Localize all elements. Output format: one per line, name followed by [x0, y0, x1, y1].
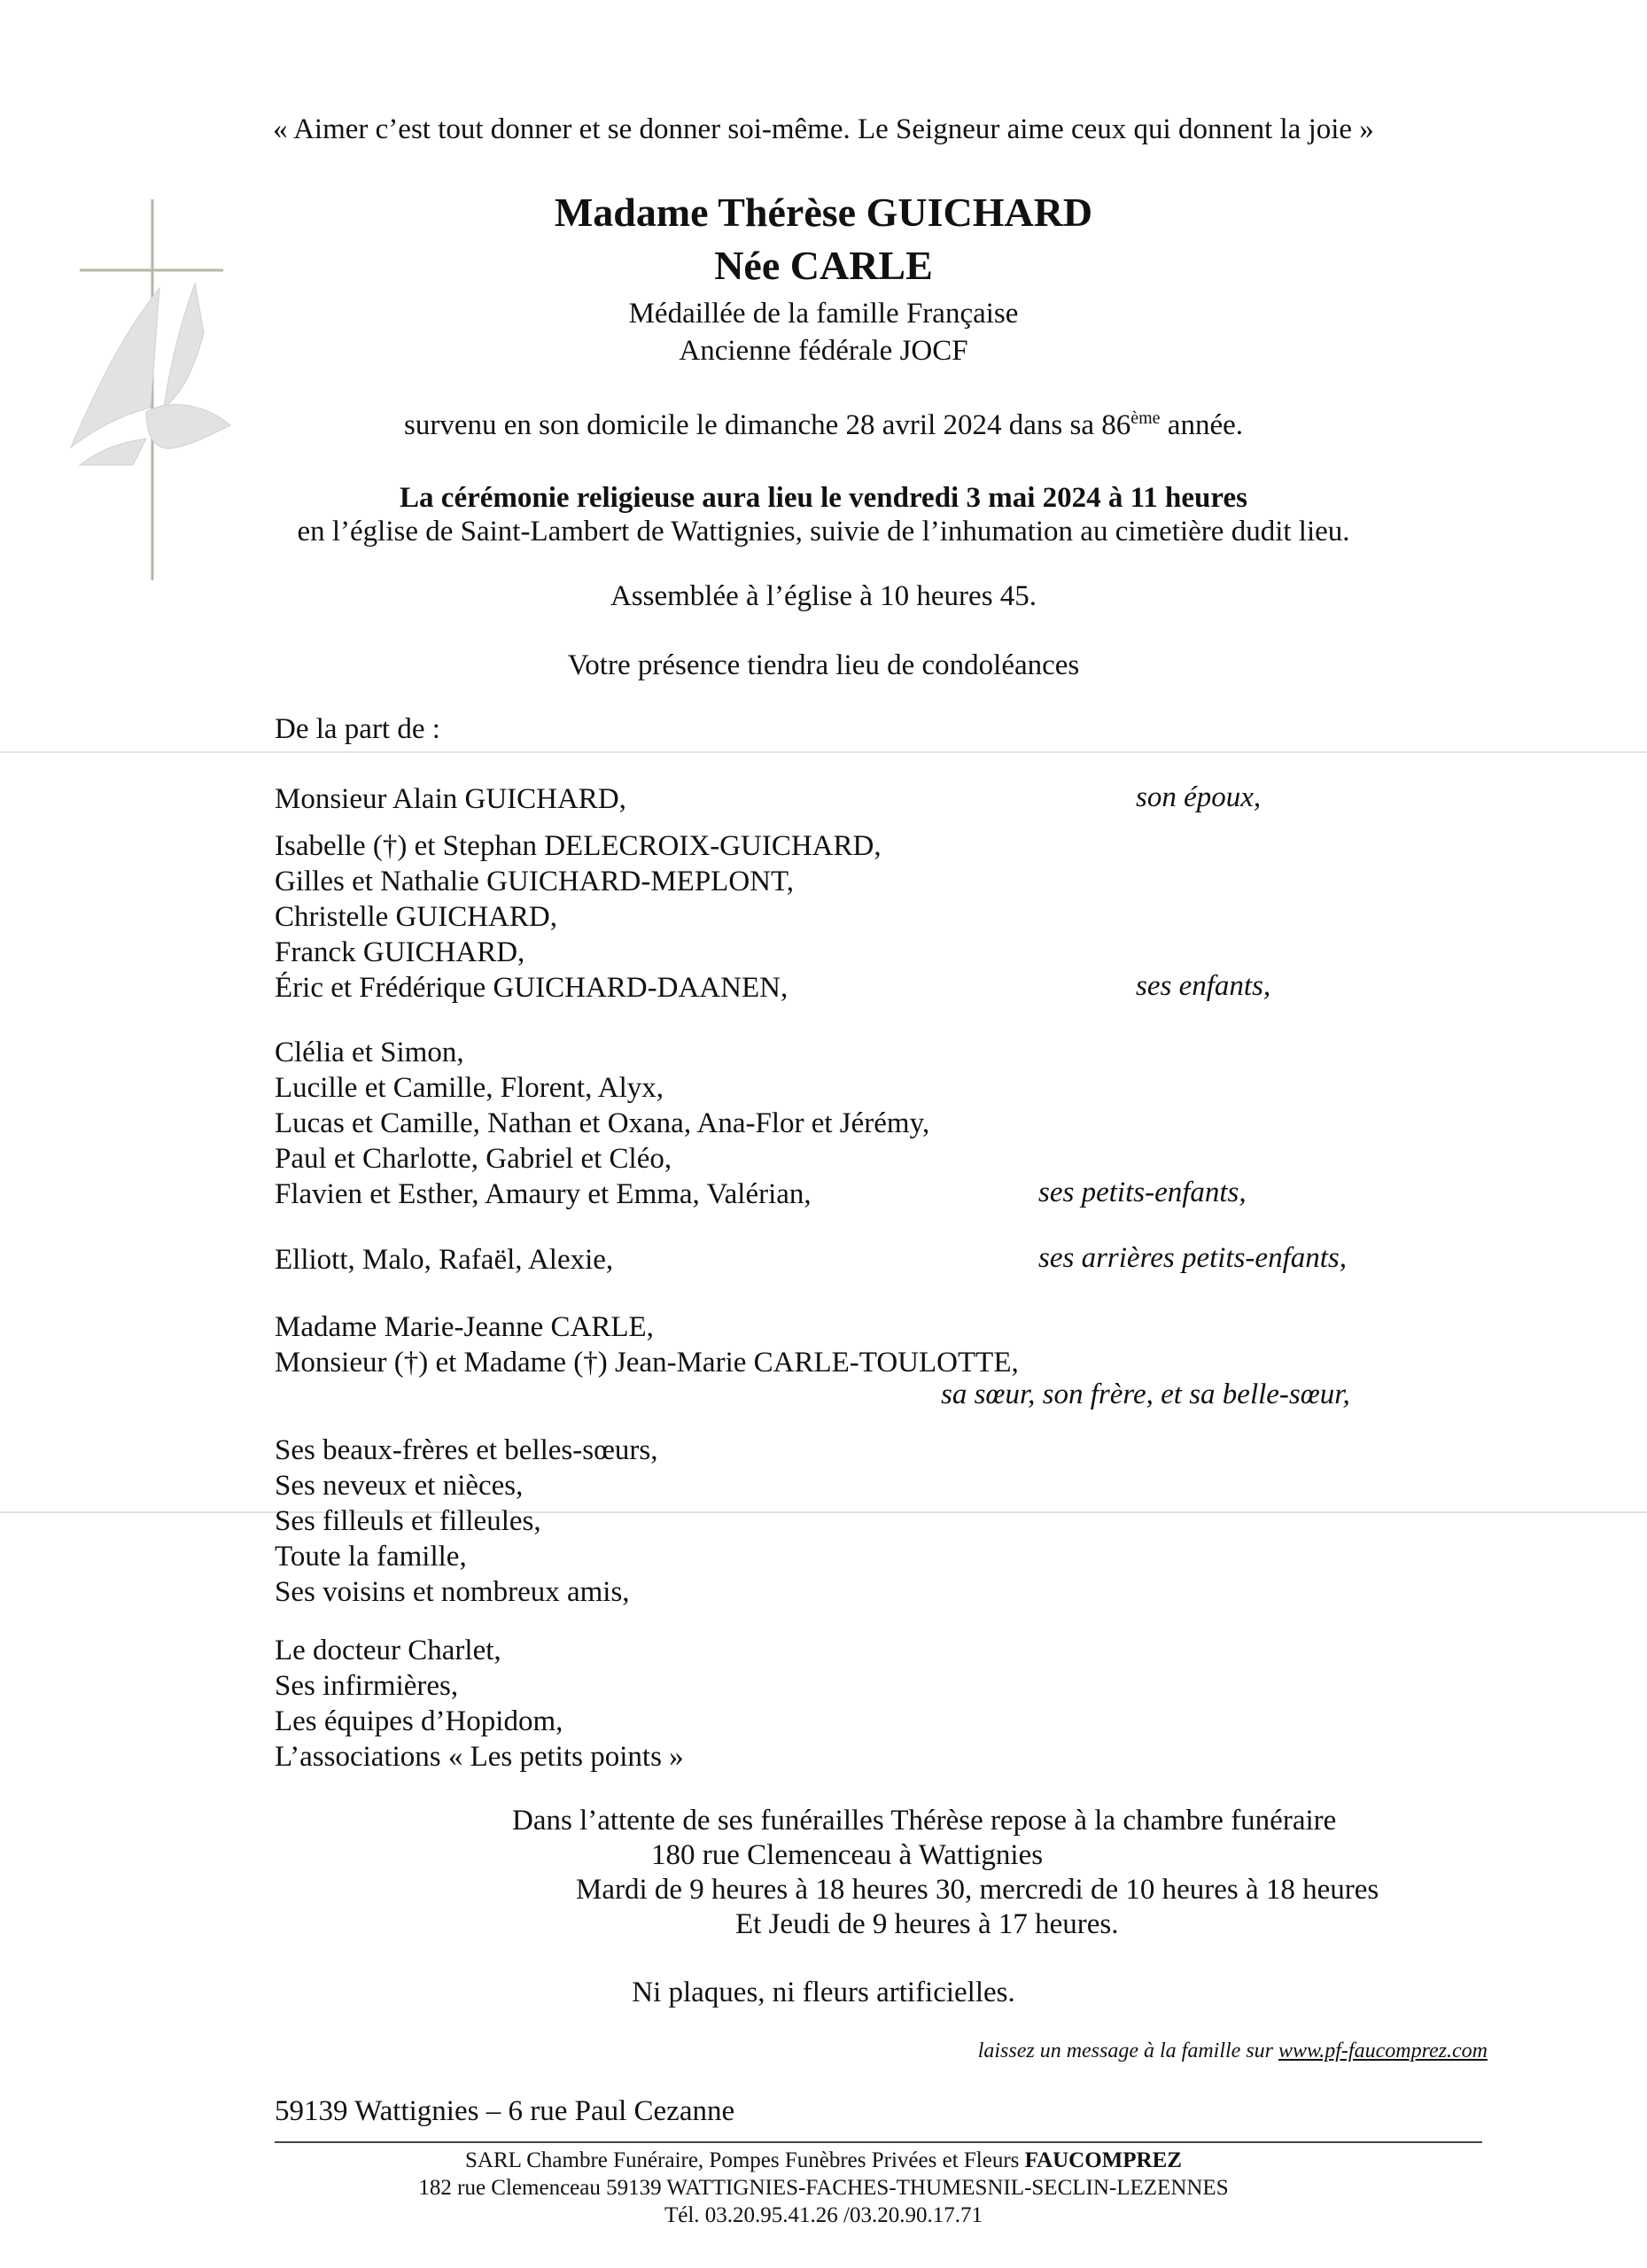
list-item: Lucille et Camille, Florent, Alyx, [275, 1072, 664, 1104]
list-item: Flavien et Esther, Amaury et Emma, Valérian, [275, 1178, 812, 1210]
list-item: Christelle GUICHARD, [275, 901, 557, 933]
ordinal-suffix: ème [1130, 408, 1161, 428]
scan-fold-line [0, 751, 1647, 753]
quote: « Aimer c’est tout donner et se donner soi-même. Le Seigneur aime ceux qui donnent la joie » [273, 113, 1374, 145]
from-label: De la part de : [275, 713, 440, 745]
message-text: laissez un message à la famille sur [977, 2039, 1279, 2062]
presence-line: Votre présence tiendra lieu de condoléances [567, 649, 1080, 681]
funeral-home-line: Dans l’attente de ses funérailles Thérèse repose à la chambre funéraire [512, 1805, 1337, 1837]
death-announcement [0, 409, 1647, 442]
death-text: survenu en son domicile le dimanche 28 avril 2024 dans sa 86 [404, 409, 1131, 441]
list-item: Madame Marie-Jeanne CARLE, [275, 1311, 654, 1343]
funeral-home-line: 180 rue Clemenceau à Wattignies [651, 1839, 1044, 1871]
no-plaques-line: Ni plaques, ni fleurs artificielles. [632, 1977, 1015, 2008]
relation-label: sa sœur, son frère, et sa belle-sœur, [941, 1379, 1350, 1410]
footer-divider [275, 2141, 1482, 2143]
church-line: en l’église de Saint-Lambert de Wattignies, suivie de l’inhumation au cimetière dudit lieu. [297, 516, 1350, 548]
list-item: Gilles et Nathalie GUICHARD-MEPLONT, [275, 866, 794, 897]
message-line [978, 2039, 1488, 2063]
relation-label: ses enfants, [1136, 970, 1271, 1002]
list-item: Paul et Charlotte, Gabriel et Cléo, [275, 1143, 672, 1175]
list-item: Le docteur Charlet, [275, 1635, 501, 1666]
great-grandchildren-list [275, 1242, 613, 1278]
website-link[interactable]: www.pf-faucomprez.com [1278, 2039, 1488, 2062]
distinction: Médaillée de la famille Française [628, 298, 1019, 330]
list-item: Ses beaux-frères et belles-sœurs, [275, 1434, 658, 1466]
death-text-end: année. [1160, 409, 1243, 441]
list-item: L’associations « Les petits points » [275, 1741, 684, 1773]
relation-label: ses arrières petits-enfants, [1038, 1242, 1347, 1274]
funeral-home-line: Mardi de 9 heures à 18 heures 30, mercredi de 10 heures à 18 heures [576, 1874, 1379, 1906]
scan-fold-line [0, 1511, 1647, 1513]
relation-label: son époux, [1136, 781, 1262, 813]
deceased-name: Madame Thérèse GUICHARD [554, 190, 1093, 235]
list-item: Lucas et Camille, Nathan et Oxana, Ana-Flor et Jérémy, [275, 1107, 930, 1139]
grandchildren-list [275, 1035, 929, 1212]
ceremony-line: La cérémonie religieuse aura lieu le vendredi 3 mai 2024 à 11 heures [400, 482, 1247, 514]
list-item: Éric et Frédérique GUICHARD-DAANEN, [275, 972, 789, 1004]
list-item: Monsieur (†) et Madame (†) Jean-Marie CARLE-TOULOTTE, [275, 1347, 1019, 1379]
footer-phone: Tél. 03.20.95.41.26 /03.20.90.17.71 [664, 2203, 983, 2227]
list-item: Toute la famille, [275, 1541, 467, 1573]
company-description: SARL Chambre Funéraire, Pompes Funèbres Privées et Fleurs [465, 2148, 1025, 2172]
list-item: Franck GUICHARD, [275, 936, 525, 968]
footer-address: 182 rue Clemenceau 59139 WATTIGNIES-FACHES-THUMESNIL-SECLIN-LEZENNES [418, 2176, 1229, 2200]
list-item: Monsieur Alain GUICHARD, [275, 783, 626, 815]
distinction: Ancienne fédérale JOCF [679, 335, 968, 367]
care-list [275, 1633, 684, 1775]
list-item: Ses infirmières, [275, 1670, 459, 1702]
family-list [275, 1433, 658, 1610]
maiden-name: Née CARLE [714, 243, 933, 288]
relation-label: ses petits-enfants, [1038, 1177, 1247, 1208]
assembly-line: Assemblée à l’église à 10 heures 45. [610, 580, 1037, 612]
list-item: Ses voisins et nombreux amis, [275, 1576, 630, 1608]
spouse-list [275, 781, 626, 817]
list-item: Ses filleuls et filleules, [275, 1505, 541, 1537]
children-list [275, 828, 882, 1006]
deceased-address: 59139 Wattignies – 6 rue Paul Cezanne [275, 2095, 735, 2127]
footer-company [0, 2148, 1647, 2174]
funeral-home-line: Et Jeudi de 9 heures à 17 heures. [735, 1908, 1119, 1940]
list-item: Isabelle (†) et Stephan DELECROIX-GUICHARD, [275, 830, 882, 862]
company-name: FAUCOMPREZ [1024, 2148, 1182, 2172]
list-item: Elliott, Malo, Rafaël, Alexie, [275, 1244, 614, 1276]
list-item: Ses neveux et nièces, [275, 1470, 524, 1502]
list-item: Clélia et Simon, [275, 1037, 464, 1068]
siblings-list [275, 1309, 1019, 1380]
list-item: Les équipes d’Hopidom, [275, 1705, 563, 1737]
